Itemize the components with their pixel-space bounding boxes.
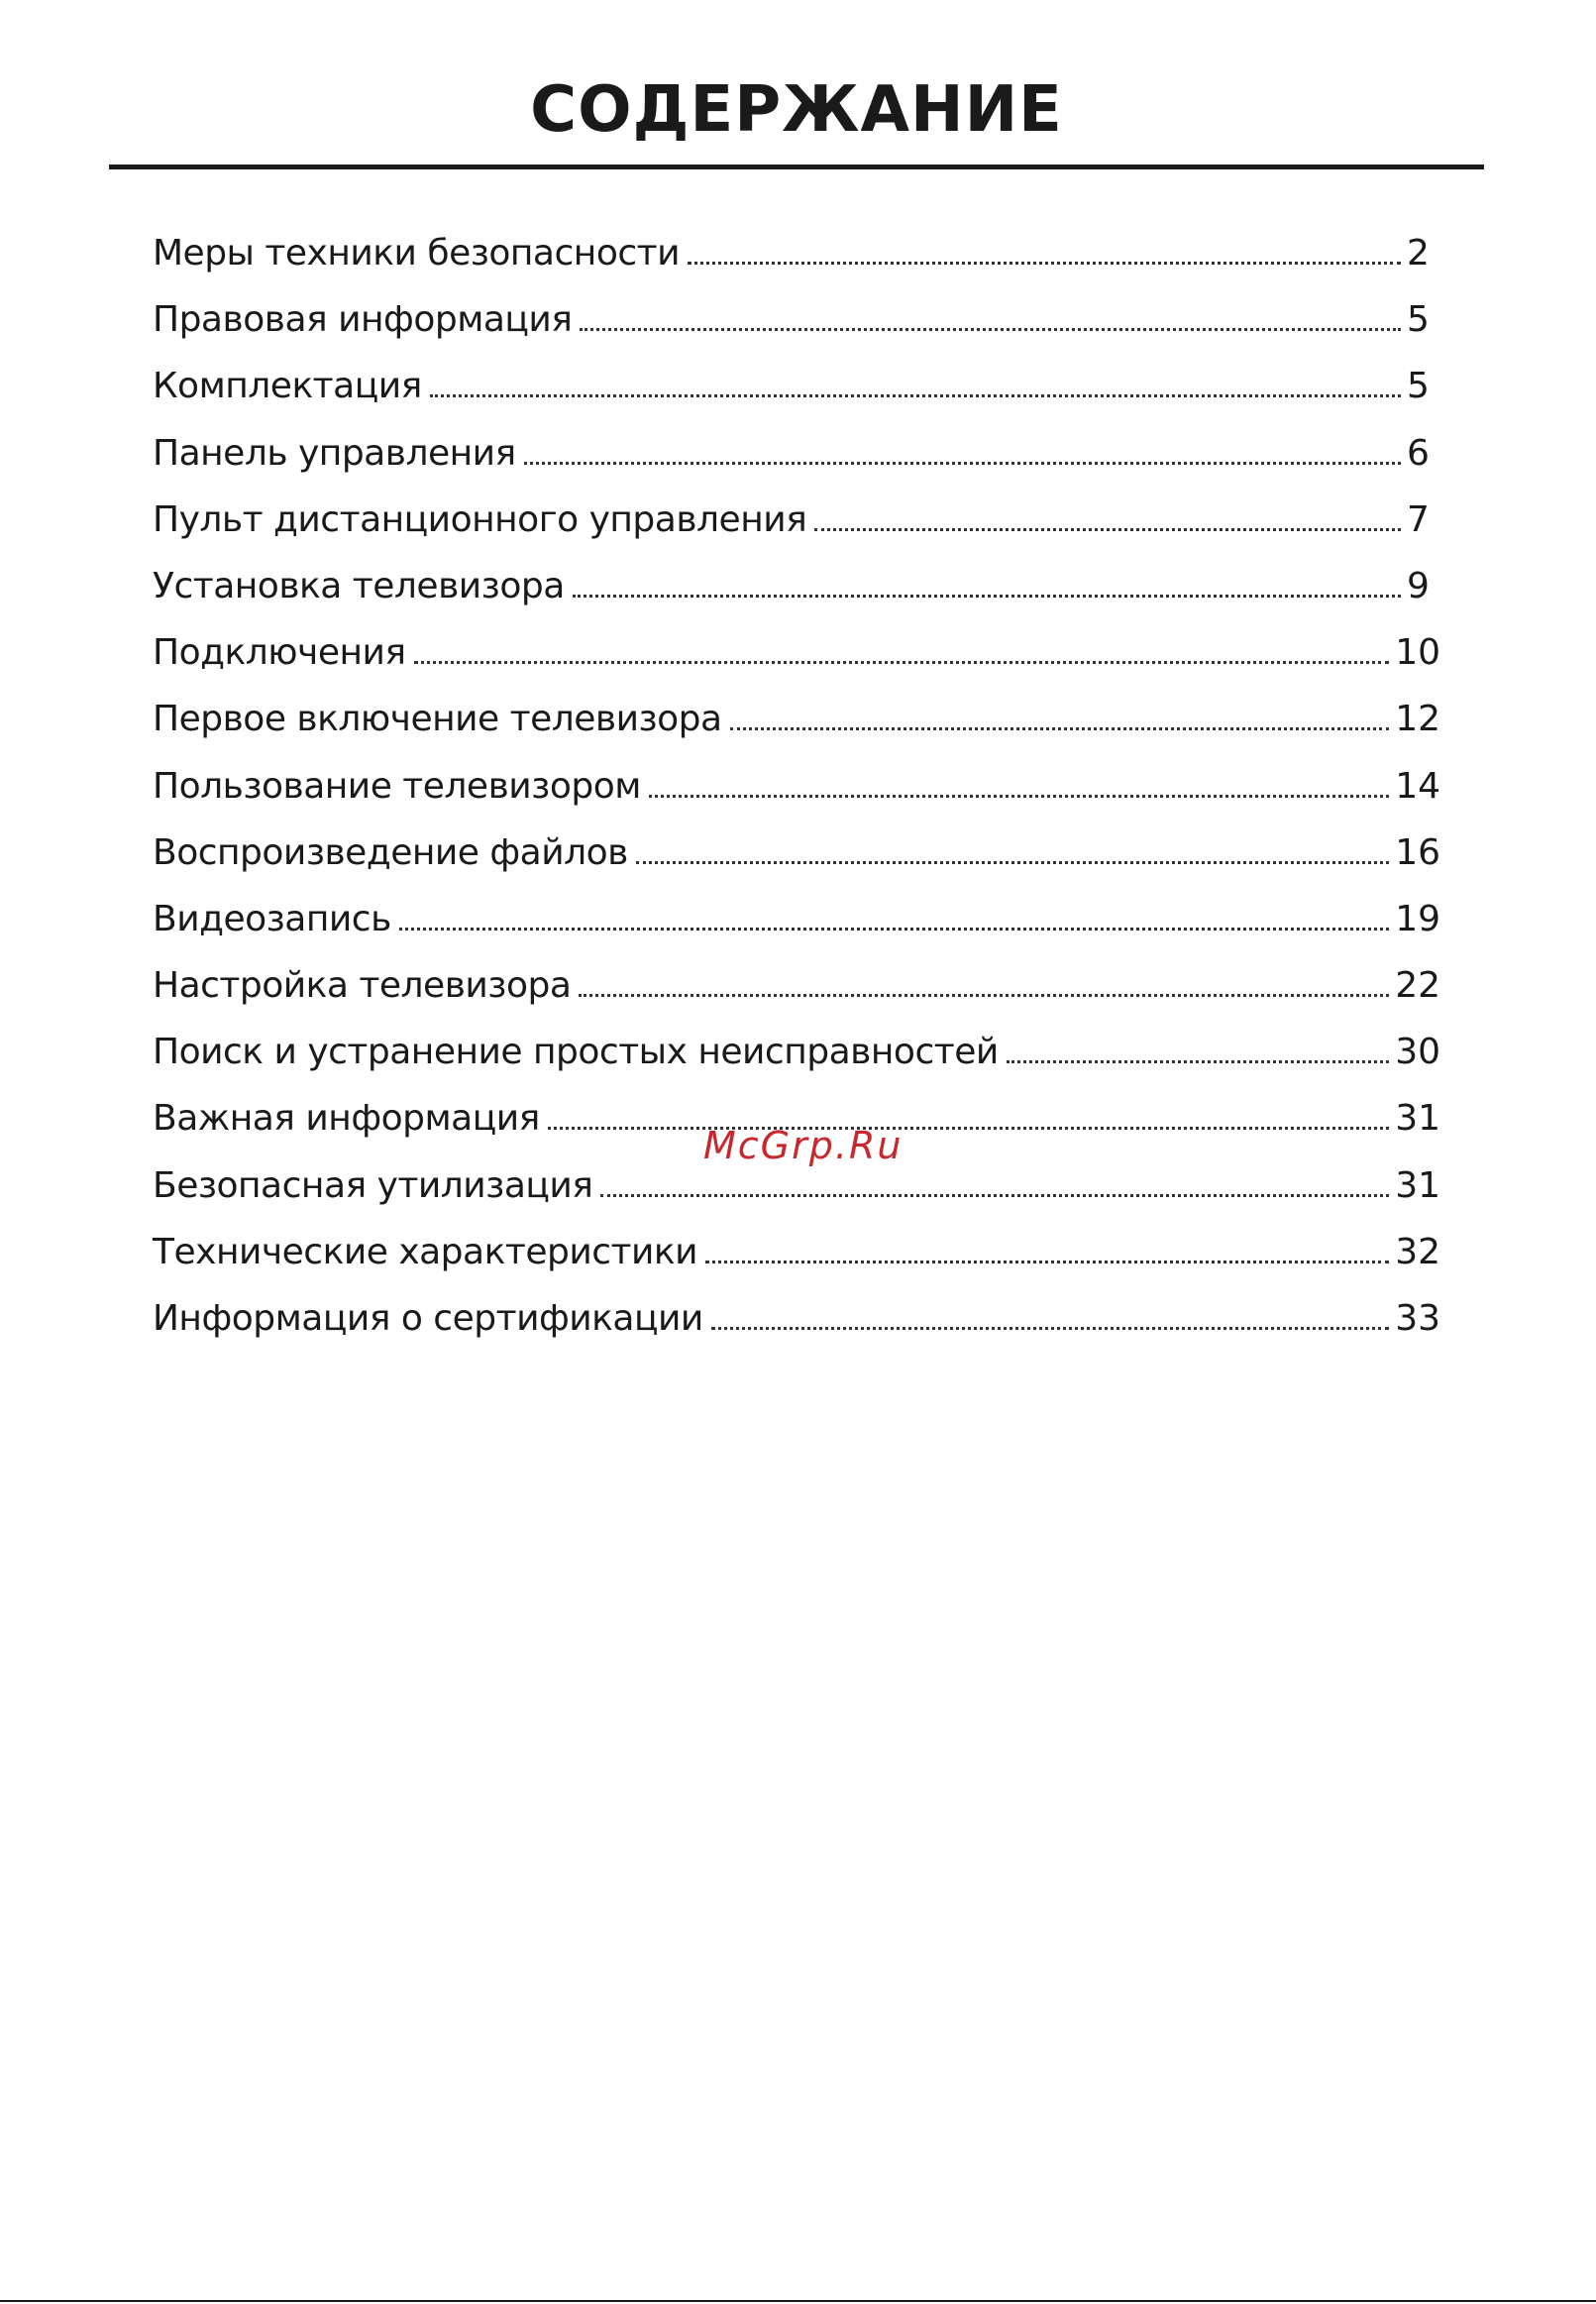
toc-entry[interactable]	[153, 553, 1440, 619]
toc-entry-page: 31	[1395, 1164, 1440, 1206]
toc-entry[interactable]	[153, 286, 1440, 353]
toc-dot-leader	[414, 661, 1390, 664]
toc-dot-leader	[730, 727, 1390, 730]
toc-entry-label: Информация о сертификации	[153, 1298, 703, 1339]
toc-dot-leader	[573, 595, 1401, 598]
toc-entry[interactable]	[153, 686, 1440, 752]
toc-entry[interactable]	[153, 820, 1440, 886]
toc-entry-page: 10	[1395, 632, 1440, 674]
toc-entry[interactable]	[153, 952, 1440, 1019]
toc-entry-label: Пульт дистанционного управления	[153, 498, 807, 540]
toc-entry-page: 14	[1395, 765, 1440, 807]
page-title: СОДЕРЖАНИЕ	[530, 73, 1063, 147]
toc-dot-leader	[580, 328, 1401, 331]
watermark-text: McGrp.Ru	[703, 1124, 904, 1167]
toc-entry[interactable]	[153, 420, 1440, 487]
toc-entry-page: 9	[1407, 565, 1430, 606]
toc-entry-label: Комплектация	[153, 366, 422, 407]
page-bottom-edge	[0, 2300, 1596, 2302]
toc-entry-page: 31	[1395, 1098, 1440, 1140]
toc-dot-leader	[636, 861, 1389, 864]
toc-entry-page: 32	[1395, 1231, 1440, 1272]
toc-dot-leader	[814, 528, 1401, 531]
toc-entry-label: Настройка телевизора	[153, 965, 572, 1007]
toc-entry-label: Подключения	[153, 632, 406, 674]
toc-entry-page: 12	[1395, 699, 1440, 740]
toc-dot-leader	[649, 795, 1389, 798]
toc-entry[interactable]	[153, 487, 1440, 553]
toc-entry-page: 5	[1407, 366, 1430, 407]
toc-entry[interactable]	[153, 886, 1440, 952]
toc-entry-label: Установка телевизора	[153, 565, 565, 606]
toc-dot-leader	[688, 262, 1401, 265]
title-underline	[109, 165, 1484, 169]
toc-entry[interactable]	[153, 753, 1440, 820]
toc-entry-page: 6	[1407, 432, 1430, 474]
toc-entry-label: Первое включение телевизора	[153, 699, 722, 740]
toc-dot-leader	[524, 462, 1401, 465]
toc-entry-label: Безопасная утилизация	[153, 1164, 593, 1206]
toc-dot-leader	[711, 1327, 1389, 1330]
toc-entry-label: Поиск и устранение простых неисправностей	[153, 1032, 999, 1073]
toc-dot-leader	[548, 1127, 1389, 1130]
toc-entry[interactable]	[153, 353, 1440, 419]
toc-dot-leader	[1007, 1060, 1389, 1063]
toc-entry-page: 7	[1407, 498, 1430, 540]
toc-dot-leader	[430, 394, 1401, 397]
toc-entry-label: Воспроизведение файлов	[153, 831, 628, 873]
toc-entry-label: Видеозапись	[153, 898, 391, 939]
toc-dot-leader	[399, 928, 1389, 931]
toc-entry-page: 30	[1395, 1032, 1440, 1073]
toc-entry-label: Технические характеристики	[153, 1231, 698, 1272]
toc-dot-leader	[579, 994, 1389, 997]
table-of-contents	[153, 220, 1440, 1352]
toc-dot-leader	[705, 1261, 1389, 1263]
toc-entry-label: Пользование телевизором	[153, 765, 641, 807]
toc-entry-label: Правовая информация	[153, 299, 573, 341]
toc-entry-label: Меры техники безопасности	[153, 233, 680, 274]
toc-entry[interactable]	[153, 1285, 1440, 1352]
toc-entry-page: 16	[1395, 831, 1440, 873]
toc-entry-page: 2	[1407, 233, 1430, 274]
toc-entry[interactable]	[153, 619, 1440, 686]
toc-entry[interactable]	[153, 1219, 1440, 1285]
toc-entry[interactable]	[153, 220, 1440, 286]
toc-entry[interactable]	[153, 1019, 1440, 1085]
toc-entry-page: 19	[1395, 898, 1440, 939]
toc-dot-leader	[600, 1194, 1389, 1197]
toc-entry-page: 33	[1395, 1298, 1440, 1339]
toc-entry-label: Панель управления	[153, 432, 516, 474]
toc-entry-page: 5	[1407, 299, 1430, 341]
toc-entry-page: 22	[1395, 965, 1440, 1007]
toc-entry-label: Важная информация	[153, 1098, 540, 1140]
